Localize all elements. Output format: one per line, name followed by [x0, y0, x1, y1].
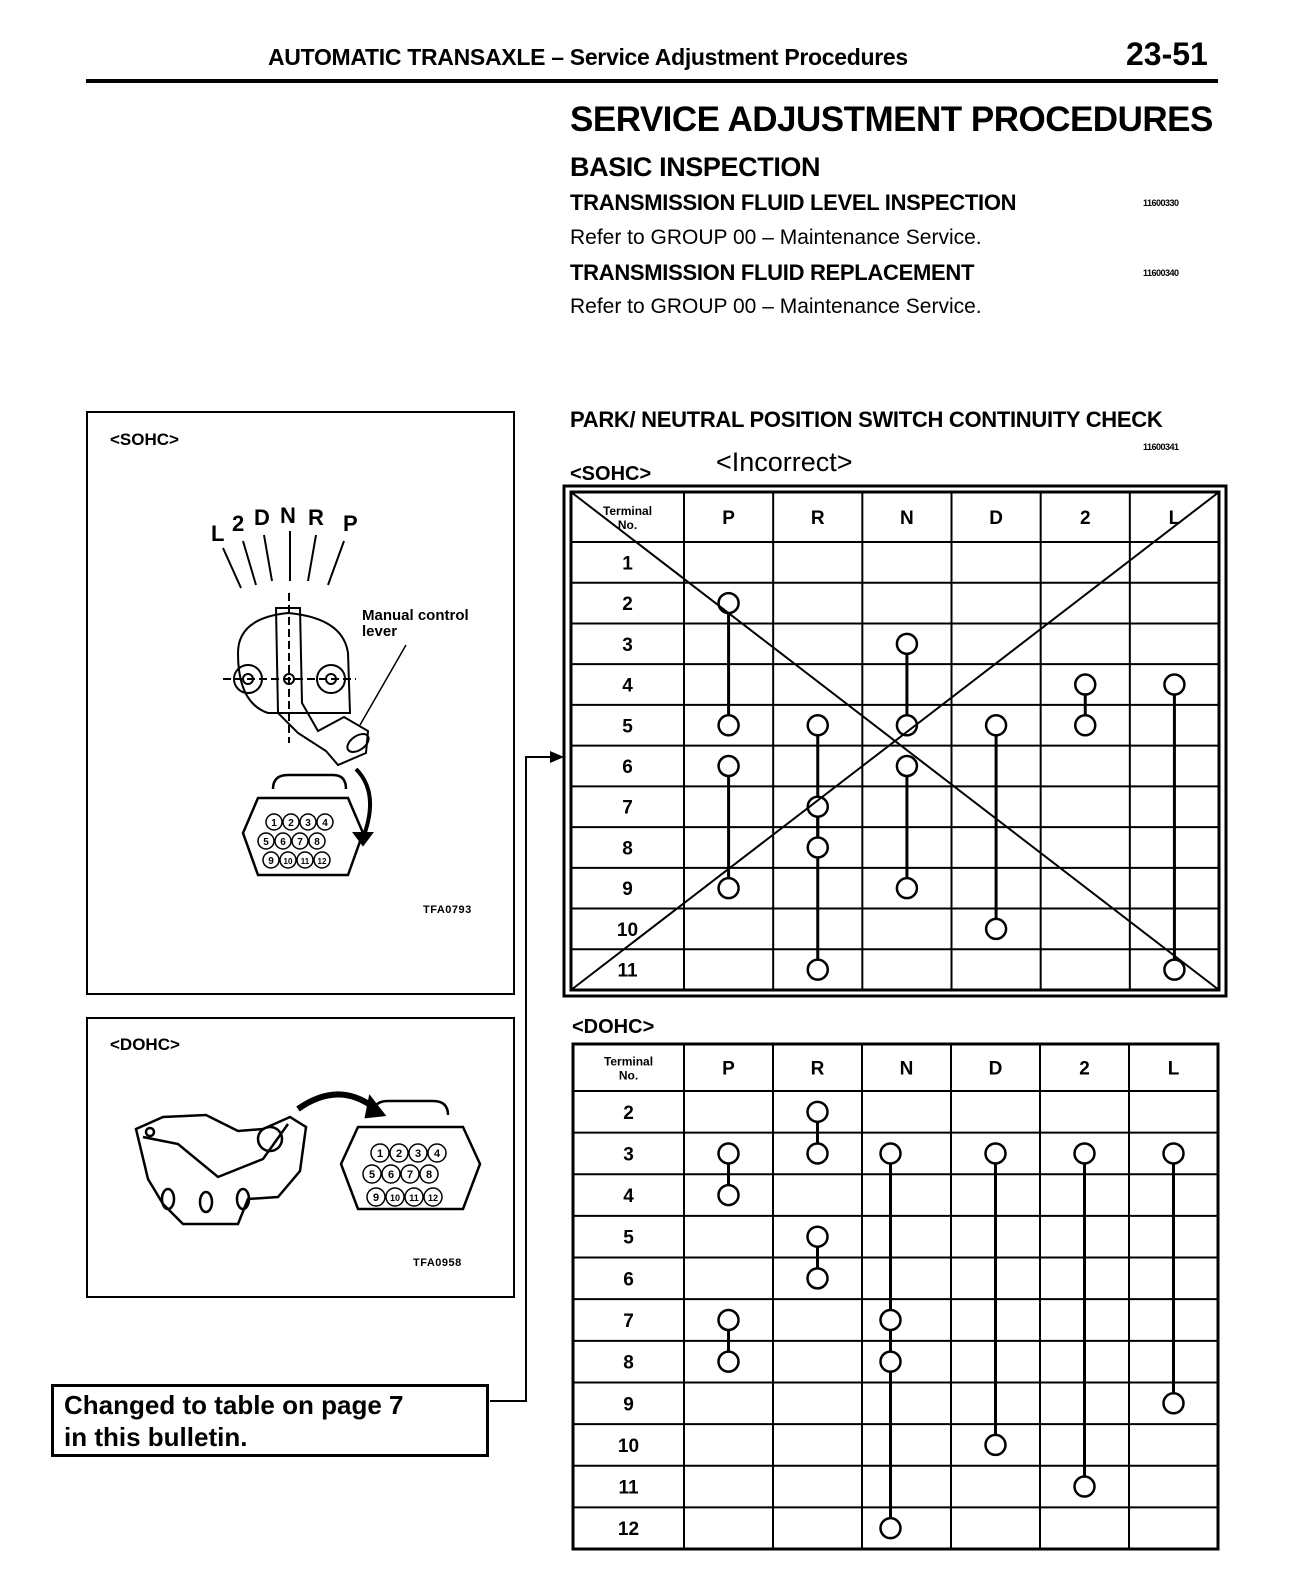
- column-header-2: 2: [1079, 1058, 1090, 1080]
- row-label-2: 2: [623, 1102, 634, 1124]
- row-label-7: 7: [623, 1311, 634, 1332]
- svg-text:4: 4: [433, 1148, 441, 1160]
- terminal-circle-D-3: [986, 1143, 1006, 1163]
- row-label-1: 1: [622, 553, 633, 575]
- sohc-figure-code: TFA0793: [423, 904, 472, 916]
- column-header-N: N: [899, 1058, 914, 1080]
- row-label-8: 8: [623, 1352, 634, 1374]
- terminal-circle-N-12: [881, 1518, 901, 1538]
- svg-text:5: 5: [368, 1169, 376, 1181]
- fluid-level-text: Refer to GROUP 00 – Maintenance Service.: [570, 226, 982, 249]
- sohc-figure: [86, 411, 515, 995]
- fluid-replacement-text: Refer to GROUP 00 – Maintenance Service.: [570, 295, 982, 318]
- svg-text:8: 8: [425, 1169, 433, 1181]
- terminal-circle-N-6: [897, 756, 917, 776]
- fluid-level-code: 11600330: [1143, 198, 1179, 208]
- terminal-circle-P-7: [719, 1310, 739, 1330]
- incorrect-label: <Incorrect>: [716, 447, 853, 477]
- note-leader-line: [480, 740, 570, 1410]
- row-label-11: 11: [617, 960, 638, 982]
- svg-text:3: 3: [305, 818, 311, 829]
- svg-text:4: 4: [322, 818, 328, 829]
- corner-header-terminal: Terminal: [602, 504, 653, 518]
- terminal-circle-P-3: [719, 1143, 739, 1163]
- section-subtitle: BASIC INSPECTION: [570, 152, 821, 182]
- corner-header-no: No.: [617, 518, 638, 532]
- fluid-replacement-code: 11600340: [1143, 268, 1179, 278]
- column-header-L: L: [1167, 1058, 1180, 1080]
- terminal-circle-P-4: [719, 1185, 739, 1205]
- svg-text:11: 11: [409, 1193, 419, 1203]
- position-P: P: [343, 511, 358, 536]
- column-header-R: R: [810, 1058, 825, 1080]
- row-label-3: 3: [622, 634, 633, 656]
- corner-header-terminal: Terminal: [603, 1054, 654, 1069]
- svg-text:9: 9: [372, 1192, 380, 1204]
- terminal-circle-R-2: [808, 1102, 828, 1122]
- svg-text:1: 1: [271, 818, 277, 829]
- position-L: L: [211, 521, 225, 546]
- svg-text:3: 3: [414, 1148, 422, 1160]
- svg-text:8: 8: [314, 837, 320, 848]
- terminal-circle-N-9: [897, 878, 917, 898]
- svg-text:7: 7: [406, 1169, 414, 1181]
- svg-text:6: 6: [280, 837, 286, 848]
- terminal-circle-R-11: [808, 960, 828, 980]
- continuity-check-code: 11600341: [1143, 442, 1179, 452]
- svg-text:11: 11: [300, 857, 310, 866]
- continuity-check-heading: PARK/ NEUTRAL POSITION SWITCH CONTINUITY CHECK: [570, 407, 1163, 432]
- terminal-circle-N-3: [881, 1143, 901, 1163]
- terminal-circle-R-5: [808, 1227, 828, 1247]
- row-label-7: 7: [622, 797, 633, 819]
- header-rule: [86, 79, 1218, 83]
- svg-text:10: 10: [389, 1193, 401, 1203]
- row-label-5: 5: [622, 716, 633, 738]
- terminal-circle-N-8: [881, 1352, 901, 1372]
- column-header-L: L: [1168, 508, 1181, 529]
- change-note-line1: Changed to table on page 7: [64, 1390, 404, 1420]
- svg-text:7: 7: [297, 837, 303, 848]
- terminal-circle-L-9: [1164, 1393, 1184, 1413]
- dohc-continuity-table: [570, 1041, 1222, 1553]
- row-label-11: 11: [618, 1477, 639, 1499]
- row-label-6: 6: [622, 757, 633, 778]
- sohc-figure-label: <SOHC>: [110, 430, 179, 449]
- svg-text:10: 10: [283, 857, 293, 866]
- terminal-circle-N-7: [881, 1310, 901, 1330]
- svg-text:9: 9: [268, 856, 274, 867]
- row-label-6: 6: [623, 1269, 634, 1291]
- change-note-line2: in this bulletin.: [64, 1422, 248, 1452]
- change-note: [51, 1384, 489, 1457]
- terminal-circle-2-11: [1075, 1477, 1095, 1497]
- row-label-10: 10: [617, 1435, 640, 1457]
- terminal-circle-L-3: [1164, 1143, 1184, 1163]
- dohc-connector-pins: [363, 1144, 446, 1206]
- position-D: D: [254, 505, 270, 530]
- sohc-table-label: <SOHC>: [570, 463, 652, 485]
- fluid-replacement-heading: TRANSMISSION FLUID REPLACEMENT: [570, 260, 975, 285]
- svg-text:12: 12: [427, 1193, 439, 1203]
- column-header-D: D: [988, 1058, 1003, 1080]
- svg-text:12: 12: [317, 857, 327, 866]
- column-header-P: P: [722, 508, 735, 529]
- row-label-4: 4: [622, 675, 633, 697]
- column-header-R: R: [810, 508, 825, 529]
- terminal-circle-R-5: [808, 715, 828, 735]
- row-label-3: 3: [623, 1144, 634, 1166]
- row-label-4: 4: [623, 1186, 634, 1208]
- column-header-2: 2: [1079, 508, 1091, 529]
- dohc-figure-code: TFA0958: [413, 1257, 462, 1269]
- column-header-P: P: [722, 1058, 735, 1080]
- terminal-circle-D-10: [986, 1435, 1006, 1455]
- terminal-circle-2-5: [1075, 715, 1095, 735]
- corner-header-no: No.: [618, 1068, 639, 1083]
- column-header-D: D: [989, 508, 1003, 529]
- header-title: AUTOMATIC TRANSAXLE – Service Adjustment Procedures: [268, 44, 908, 70]
- row-label-9: 9: [622, 879, 633, 901]
- terminal-circle-P-6: [719, 756, 739, 776]
- table-frame: [573, 1044, 1218, 1549]
- svg-text:2: 2: [288, 818, 294, 829]
- terminal-circle-L-4: [1164, 675, 1184, 695]
- sohc-continuity-table: [562, 484, 1230, 1000]
- terminal-circle-D-5: [986, 715, 1006, 735]
- position-R: R: [308, 505, 324, 530]
- svg-text:2: 2: [395, 1148, 403, 1160]
- terminal-circle-2-3: [1075, 1143, 1095, 1163]
- svg-text:6: 6: [387, 1169, 395, 1181]
- row-label-10: 10: [616, 919, 639, 941]
- sohc-connector-pins: [258, 814, 333, 868]
- row-label-8: 8: [622, 838, 633, 860]
- fluid-level-heading: TRANSMISSION FLUID LEVEL INSPECTION: [570, 190, 1017, 215]
- terminal-circle-L-11: [1164, 960, 1184, 980]
- row-label-2: 2: [622, 594, 633, 616]
- dohc-figure: [86, 1017, 515, 1298]
- terminal-circle-R-6: [808, 1268, 828, 1288]
- row-label-5: 5: [623, 1227, 634, 1249]
- terminal-circle-2-4: [1075, 675, 1095, 695]
- column-header-N: N: [900, 508, 914, 529]
- terminal-circle-D-10: [986, 919, 1006, 939]
- svg-text:5: 5: [263, 837, 269, 848]
- terminal-circle-P-8: [719, 1352, 739, 1372]
- row-label-12: 12: [617, 1519, 640, 1541]
- terminal-circle-N-3: [897, 634, 917, 654]
- terminal-circle-P-9: [719, 878, 739, 898]
- terminal-circle-P-2: [719, 593, 739, 613]
- svg-text:1: 1: [376, 1148, 384, 1160]
- terminal-circle-R-8: [808, 837, 828, 857]
- terminal-circle-P-5: [719, 715, 739, 735]
- section-title: SERVICE ADJUSTMENT PROCEDURES: [570, 100, 1213, 139]
- page-number: 23-51: [1126, 36, 1208, 72]
- terminal-circle-R-3: [808, 1143, 828, 1163]
- dohc-figure-label: <DOHC>: [110, 1035, 180, 1054]
- row-label-9: 9: [623, 1394, 634, 1416]
- dohc-table-label: <DOHC>: [572, 1016, 655, 1038]
- position-N: N: [280, 503, 296, 528]
- callout-manual-control-lever: Manual control lever: [362, 607, 469, 640]
- dohc-switch-drawing: [88, 1019, 513, 1296]
- position-2: 2: [232, 511, 245, 536]
